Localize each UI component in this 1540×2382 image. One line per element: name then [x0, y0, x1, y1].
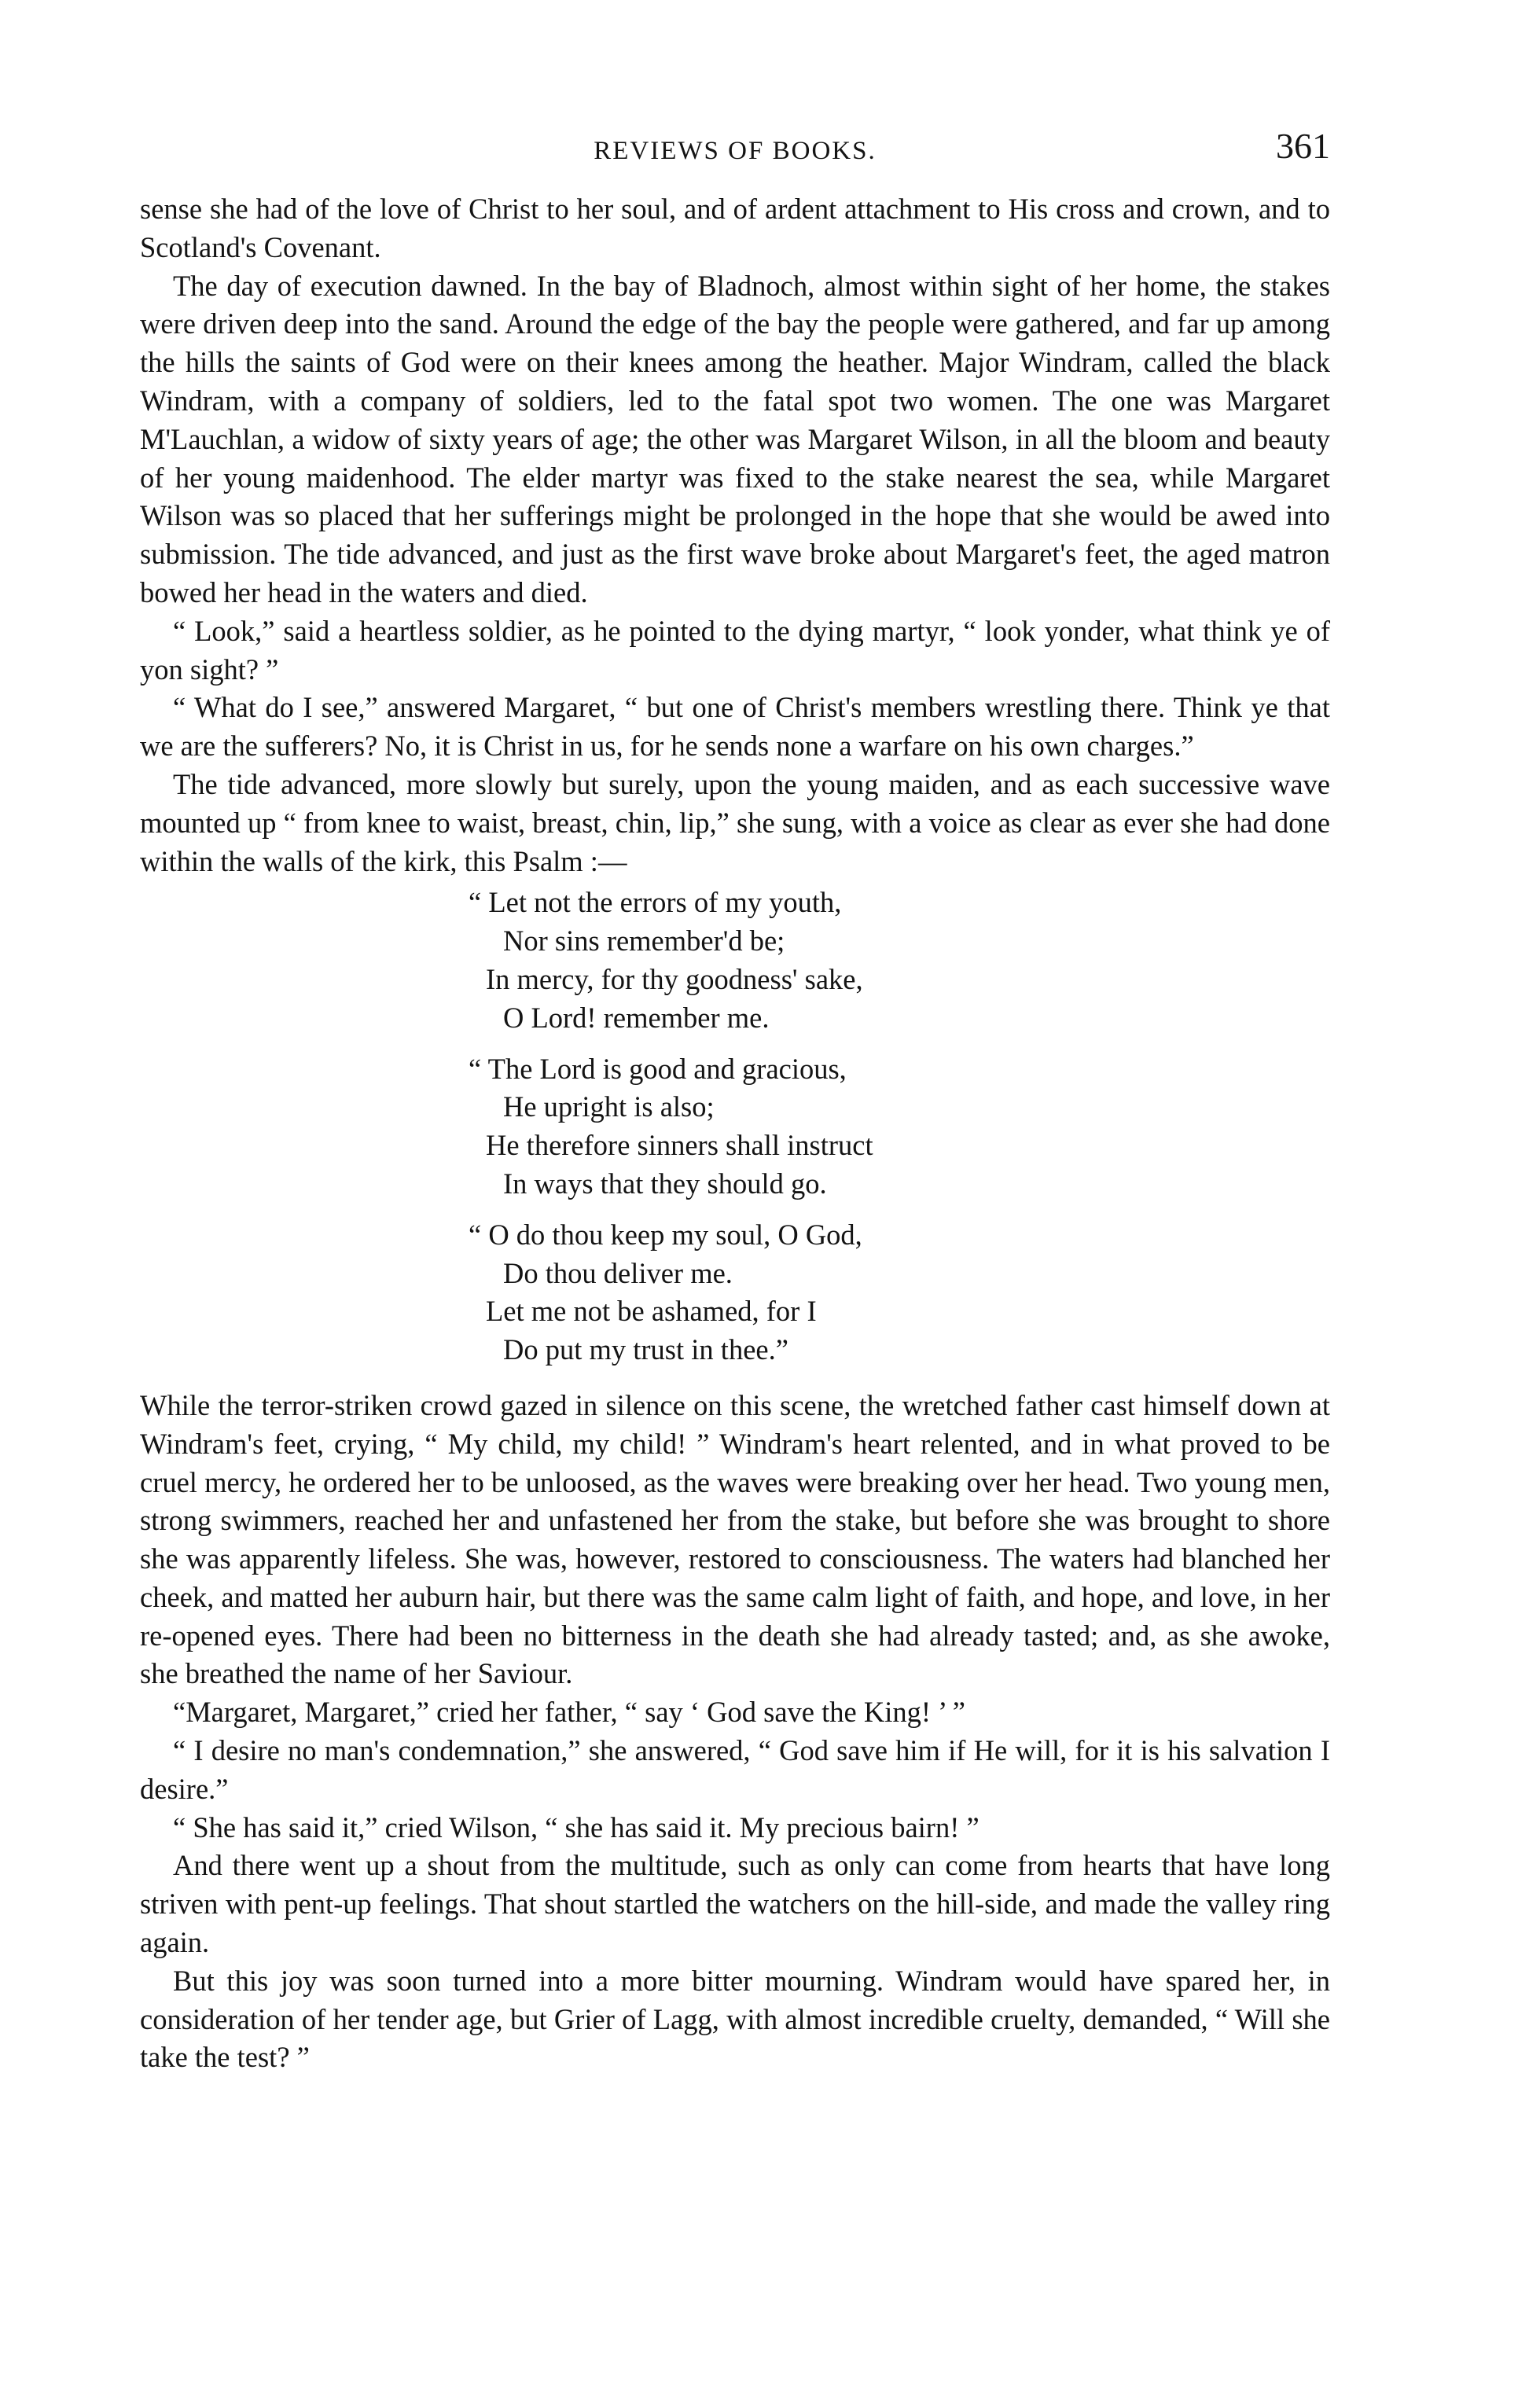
psalm-stanza — [469, 1050, 1330, 1204]
psalm-line: He upright is also; — [503, 1090, 715, 1123]
psalm-line: “ The Lord is good and gracious, — [469, 1052, 847, 1085]
paragraph-margaret-answer: “ What do I see,” answered Margaret, “ but one of Christ's members wrestling there. Think ye that we are the sufferers? No, it is Christ in us, for he sends none a warfare on his own charges.” — [140, 691, 1330, 763]
paragraph-bitter-mourning: But this joy was soon turned into a more bitter mourning. Windram would have spared her, in consideration of her tender age, but Grier of Lagg, with almost incredible cruelty, demanded, “ Will she take the test? ” — [140, 1964, 1330, 2074]
psalm-line: O Lord! remember me. — [503, 1001, 770, 1034]
paragraph-father-cry: “Margaret, Margaret,” cried her father, “ say ‘ God save the King! ’ ” — [173, 1696, 965, 1729]
page-header — [140, 126, 1330, 181]
running-head: REVIEWS OF BOOKS. — [594, 137, 877, 165]
book-page — [140, 126, 1330, 2077]
psalm-line: “ Let not the errors of my youth, — [469, 886, 842, 919]
psalm-line: He therefore sinners shall instruct — [486, 1129, 873, 1162]
psalm-line: Do thou deliver me. — [503, 1256, 733, 1289]
page-number: 361 — [1276, 126, 1330, 166]
psalm-stanza — [469, 1216, 1330, 1369]
psalm-line: “ O do thou keep my soul, O God, — [469, 1218, 862, 1251]
psalm-line: In mercy, for thy goodness' sake, — [486, 962, 863, 995]
psalm-line: Do put my trust in thee.” — [503, 1333, 788, 1366]
psalm-line: Nor sins remember'd be; — [503, 924, 785, 958]
paragraph-wilson-cried: “ She has said it,” cried Wilson, “ she has said it. My precious bairn! ” — [173, 1810, 979, 1843]
paragraph-soldier-look: “ Look,” said a heartless soldier, as he pointed to the dying martyr, “ look yonder, what think ye of yon sight? ” — [140, 614, 1330, 686]
paragraph-she-answered: “ I desire no man's condemnation,” she answered, “ God save him if He will, for it is his salvation I desire.” — [140, 1734, 1330, 1805]
psalm-line: In ways that they should go. — [503, 1167, 827, 1200]
psalm-stanza — [469, 884, 1330, 1037]
paragraph-tide-advanced: The tide advanced, more slowly but surely, upon the young maiden, and as each successive wave mounted up “ from knee to waist, breast, chin, lip,” she sung, with a voice as clear as ever she had done within the walls of the kirk, this Psalm :— — [140, 767, 1330, 877]
paragraph-continuation: sense she had of the love of Christ to her soul, and of ardent attachment to His cross and crown, and to Scotland's Covenant. — [140, 193, 1330, 263]
psalm-line: Let me not be ashamed, for I — [486, 1295, 817, 1328]
psalm-quotation — [140, 884, 1330, 1369]
paragraph-crowd-gazed: While the terror-striken crowd gazed in silence on this scene, the wretched father cast himself down at Windram's feet, crying, “ My child, my child! ” Windram's heart relented, and in what proved to be cruel mercy, he ordered her to be unloosed, as the waves were breaking over her head. Two young men, strong swimmers, reached her and unfastened her from the stake, but before she was brought to shore she was apparently lifeless. She was, however, restored to consciousness. The waters had blanched her cheek, and matted her auburn hair, but there was the same calm light of faith, and hope, and love, in her re-opened eyes. There had been no bitterness in the death she had already tasted; and, as she awoke, she breathed the name of her Saviour. — [140, 1388, 1330, 1690]
paragraph-execution-day: The day of execution dawned. In the bay of Bladnoch, almost within sight of her home, the stakes were driven deep into the sand. Around the edge of the bay the people were gathered, and far up among the hills the saints of God were on their knees among the heather. Major Windram, called the black Windram, with a company of soldiers, led to the fatal spot two women. The one was Margaret M'Lauchlan, a widow of sixty years of age; the other was Margaret Wilson, in all the bloom and beauty of her young maidenhood. The elder martyr was fixed to the stake nearest the sea, while Margaret Wilson was so placed that her sufferings might be prolonged in the hope that she would be awed into submission. The tide advanced, and just as the first wave broke about Margaret's feet, the aged matron bowed her head in the waters and died. — [140, 269, 1330, 608]
paragraph-shout: And there went up a shout from the multitude, such as only can come from hearts that have long striven with pent-up feelings. That shout startled the watchers on the hill-side, and made the valley ring again. — [140, 1849, 1330, 1959]
